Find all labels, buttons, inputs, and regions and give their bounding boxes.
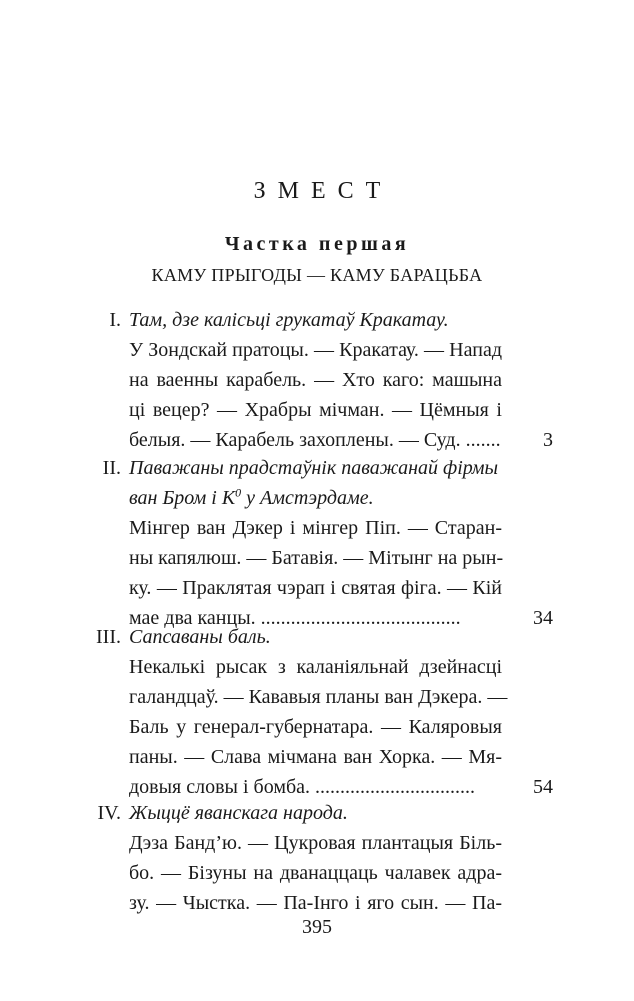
entry-line: на ваенны карабель. — Хто каго: машына bbox=[129, 369, 502, 391]
entry-page-number: 54 bbox=[533, 776, 553, 798]
entry-line: бо. — Бізуны на дванаццаць чалавек адра- bbox=[129, 862, 502, 884]
entry-title: Там, дзе калісьці грукатаў Кракатау. bbox=[129, 309, 449, 331]
entry-line: У Зондскай пратоцы. — Кракатау. — Напад bbox=[129, 339, 502, 361]
entry-line: белыя. — Карабель захоплены. — Суд. ....... bbox=[129, 429, 501, 451]
entry-line: ку. — Праклятая чэрап і святая фіга. — Кій bbox=[129, 577, 502, 599]
page-number: 395 bbox=[302, 916, 332, 938]
entry-line: Баль у генерал-губернатара. — Каляровыя bbox=[129, 716, 502, 738]
entry-line: довыя словы і бомба. ................................ bbox=[129, 776, 476, 798]
part-title: Частка першая bbox=[224, 233, 410, 255]
entry-line: ці вецер? — Храбры мічман. — Цёмныя і bbox=[129, 399, 502, 421]
entry-number: II. bbox=[102, 457, 121, 479]
entry-line: зу. — Чыстка. — Па-Інго і яго сын. — Па- bbox=[129, 892, 502, 914]
entry-number: IV. bbox=[97, 802, 121, 824]
entry-page-number: 3 bbox=[543, 429, 553, 451]
part-subtitle: КАМУ ПРЫГОДЫ — КАМУ БАРАЦЬБА bbox=[151, 265, 483, 285]
contents-heading: ЗМЕСТ bbox=[253, 178, 393, 204]
entry-line: Некалькі рысак з каланіяльнай дзейнасці bbox=[129, 656, 502, 678]
entry-page-number: 34 bbox=[533, 607, 553, 629]
entry-line: мае два канцы. ........................................ bbox=[129, 607, 461, 629]
entry-line: ны капялюш. — Батавія. — Мітынг на рын- bbox=[129, 547, 504, 569]
entry-number: III. bbox=[96, 626, 121, 648]
entry-line: паны. — Слава мічмана ван Хорка. — Мя- bbox=[129, 746, 502, 768]
entry-line: галандцаў. — Кававыя планы ван Дэкера. — bbox=[129, 686, 508, 708]
entry-title: Сапсаваны баль. bbox=[129, 626, 271, 648]
entry-line: Мінгер ван Дэкер і мінгер Піп. — Старан- bbox=[129, 517, 502, 539]
entry-title: Жыццё яванскага народа. bbox=[129, 802, 348, 824]
entry-title: Паважаны прадстаўнік паважанай фірмы bbox=[129, 457, 499, 479]
entry-title-line2: ван Бром і $К^0$ у Амстэрдаме. bbox=[129, 485, 374, 509]
entry-number: I. bbox=[109, 309, 121, 331]
entry-line: Дэза Банд’ю. — Цукровая плантацыя Біль- bbox=[129, 832, 502, 854]
